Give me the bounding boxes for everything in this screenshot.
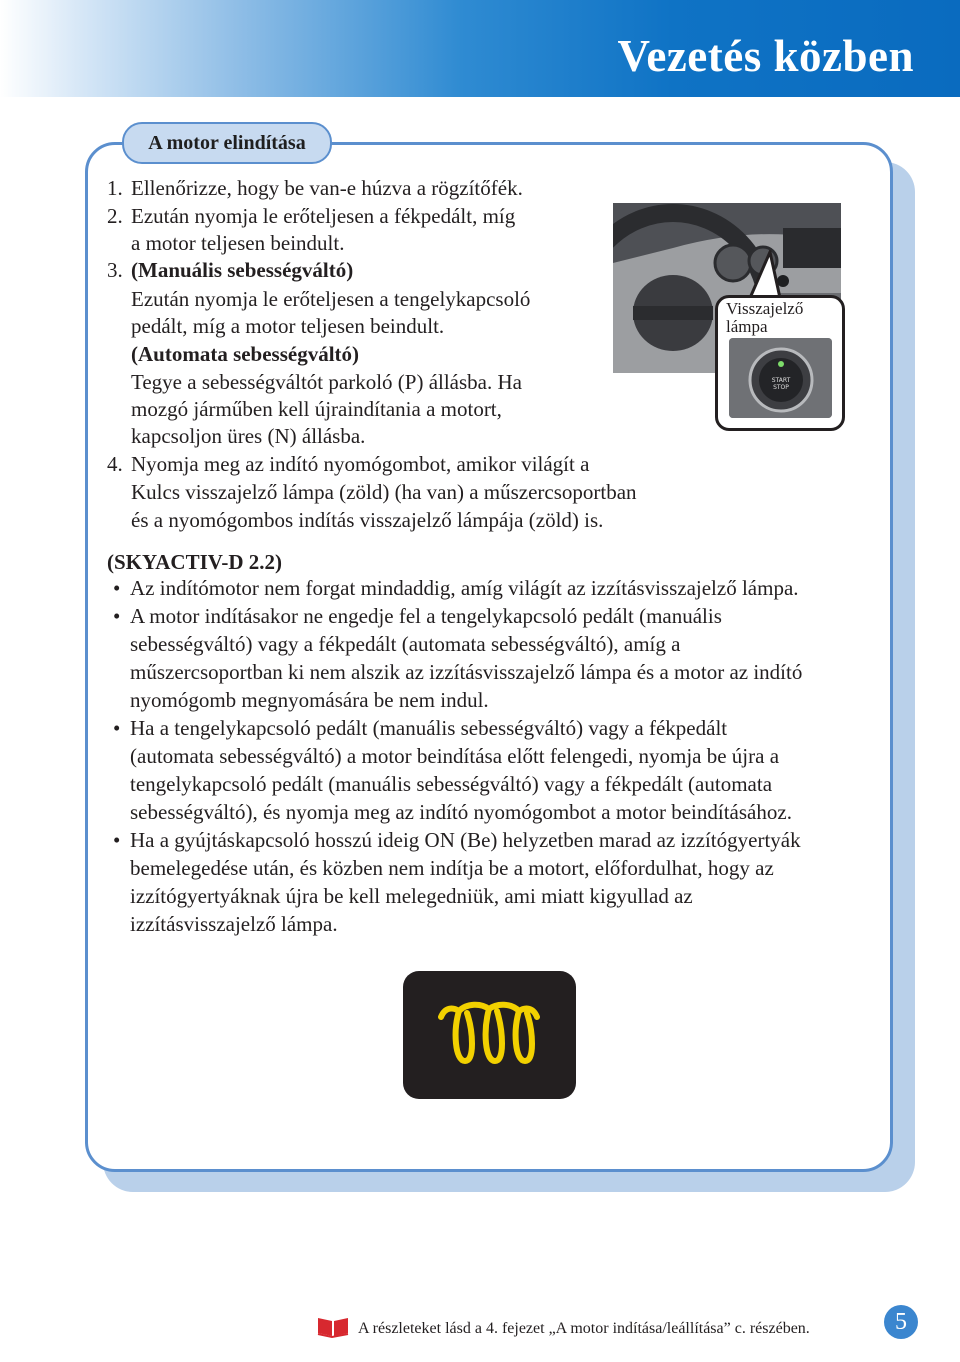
bullet-4-line-3: izzítógyertyáknak újra be kell melegedniük, ami miatt kigyullad az xyxy=(130,884,693,908)
page-title: Vezetés közben xyxy=(617,31,914,81)
callout-pointer xyxy=(740,250,800,300)
step-2 xyxy=(107,203,515,229)
bullet-3-line-1: Ha a tengelykapcsoló pedált (manuális sebességváltó) vagy a fékpedált xyxy=(130,716,728,740)
button-text-start: START xyxy=(771,377,791,384)
bullet-3-line-2: (automata sebességváltó) a motor beindítása előtt felengedi, nyomja be újra a xyxy=(130,744,780,768)
step-4-line-3: és a nyomógombos indítás visszajelző lámpája (zöld) is. xyxy=(131,508,604,532)
bullet-mark: • xyxy=(113,828,121,852)
step-number: 2. xyxy=(107,204,123,228)
step-3-auto-line-3: kapcsoljon üres (N) állásba. xyxy=(131,424,366,448)
automatic-transmission-heading: (Automata sebességváltó) xyxy=(131,342,360,366)
step-4 xyxy=(107,451,589,477)
step-3-manual-line-2: pedált, míg a motor teljesen beindult. xyxy=(131,314,445,338)
bullet-3-line-4: sebességváltó), és nyomja meg az indító nyomógombot a motor beindításához. xyxy=(130,800,792,824)
bullet-2 xyxy=(113,603,120,630)
step-1 xyxy=(107,175,523,201)
bullet-4-line-4: izzításvisszajelző lámpa. xyxy=(130,912,338,936)
callout-label xyxy=(726,300,803,336)
bullet-3-line-3: tengelykapcsoló pedált (manuális sebességváltó) vagy a fékpedált (automata xyxy=(130,772,773,796)
button-text-stop: STOP xyxy=(773,384,789,391)
callout-label-line-1: Visszajelző xyxy=(726,299,804,318)
step-text: Ezután nyomja le erőteljesen a fékpedált, míg xyxy=(131,204,516,228)
bullet-2-line-2: sebességváltó) vagy a fékpedált (automata sebességváltó), amíg a xyxy=(130,632,681,656)
glow-plug-indicator-icon xyxy=(403,971,576,1099)
open-book-icon xyxy=(316,1314,350,1338)
bullet-mark: • xyxy=(113,716,121,740)
step-number: 1. xyxy=(107,176,123,200)
bullet-mark: • xyxy=(113,604,121,628)
bullet-3 xyxy=(113,715,120,742)
indicator-callout xyxy=(715,295,845,431)
footer-note: A részleteket lásd a 4. fejezet „A motor indítása/leállítása” c. részében. xyxy=(358,1320,810,1337)
bullet-4-line-1: Ha a gyújtáskapcsoló hosszú ideig ON (Be) helyzetben marad az izzítógyertyák xyxy=(130,828,801,852)
section-tab: A motor elindítása xyxy=(122,122,332,164)
step-2-line-2: a motor teljesen beindult. xyxy=(131,231,345,255)
glow-plug-indicator-lamp xyxy=(403,971,576,1099)
skyactiv-heading: (SKYACTIV-D 2.2) xyxy=(107,550,283,574)
start-stop-button-icon xyxy=(729,338,832,418)
step-3-auto-line-1: Tegye a sebességváltót parkoló (P) állásba. Ha xyxy=(131,370,522,394)
bullet-mark: • xyxy=(113,576,121,600)
step-number: 3. xyxy=(107,258,123,282)
start-stop-button-photo xyxy=(729,338,832,418)
bullet-1 xyxy=(113,575,120,602)
step-number: 4. xyxy=(107,452,123,476)
bullet-2-line-4: nyomógomb megnyomására be nem indul. xyxy=(130,688,489,712)
bullet-4-line-2: bemelegedése után, és közben nem indítja be a motort, előfordulhat, hogy az xyxy=(130,856,774,880)
callout-label-line-2: lámpa xyxy=(726,317,768,336)
bullet-4 xyxy=(113,827,120,854)
step-3-auto-line-2: mozgó járműben kell újraindítania a motort, xyxy=(131,397,502,421)
bullet-1-line-1: Az indítómotor nem forgat mindaddig, amíg világít az izzításvisszajelző lámpa. xyxy=(130,576,799,600)
step-3-manual-line-1: Ezután nyomja le erőteljesen a tengelykapcsoló xyxy=(131,287,531,311)
step-text: Ellenőrizze, hogy be van-e húzva a rögzítőfék. xyxy=(131,176,523,200)
bullet-2-line-3: műszercsoportban ki nem alszik az izzításvisszajelző lámpa és a motor az indító xyxy=(130,660,803,684)
manual-transmission-heading: (Manuális sebességváltó) xyxy=(131,258,354,282)
bullet-2-line-1: A motor indításakor ne engedje fel a tengelykapcsoló pedált (manuális xyxy=(130,604,722,628)
page-number-badge: 5 xyxy=(884,1305,918,1339)
step-4-line-2: Kulcs visszajelző lámpa (zöld) (ha van) a műszercsoportban xyxy=(131,480,637,504)
step-3 xyxy=(107,257,353,283)
page-header xyxy=(0,0,960,97)
step-text: Nyomja meg az indító nyomógombot, amikor világít a xyxy=(131,452,590,476)
